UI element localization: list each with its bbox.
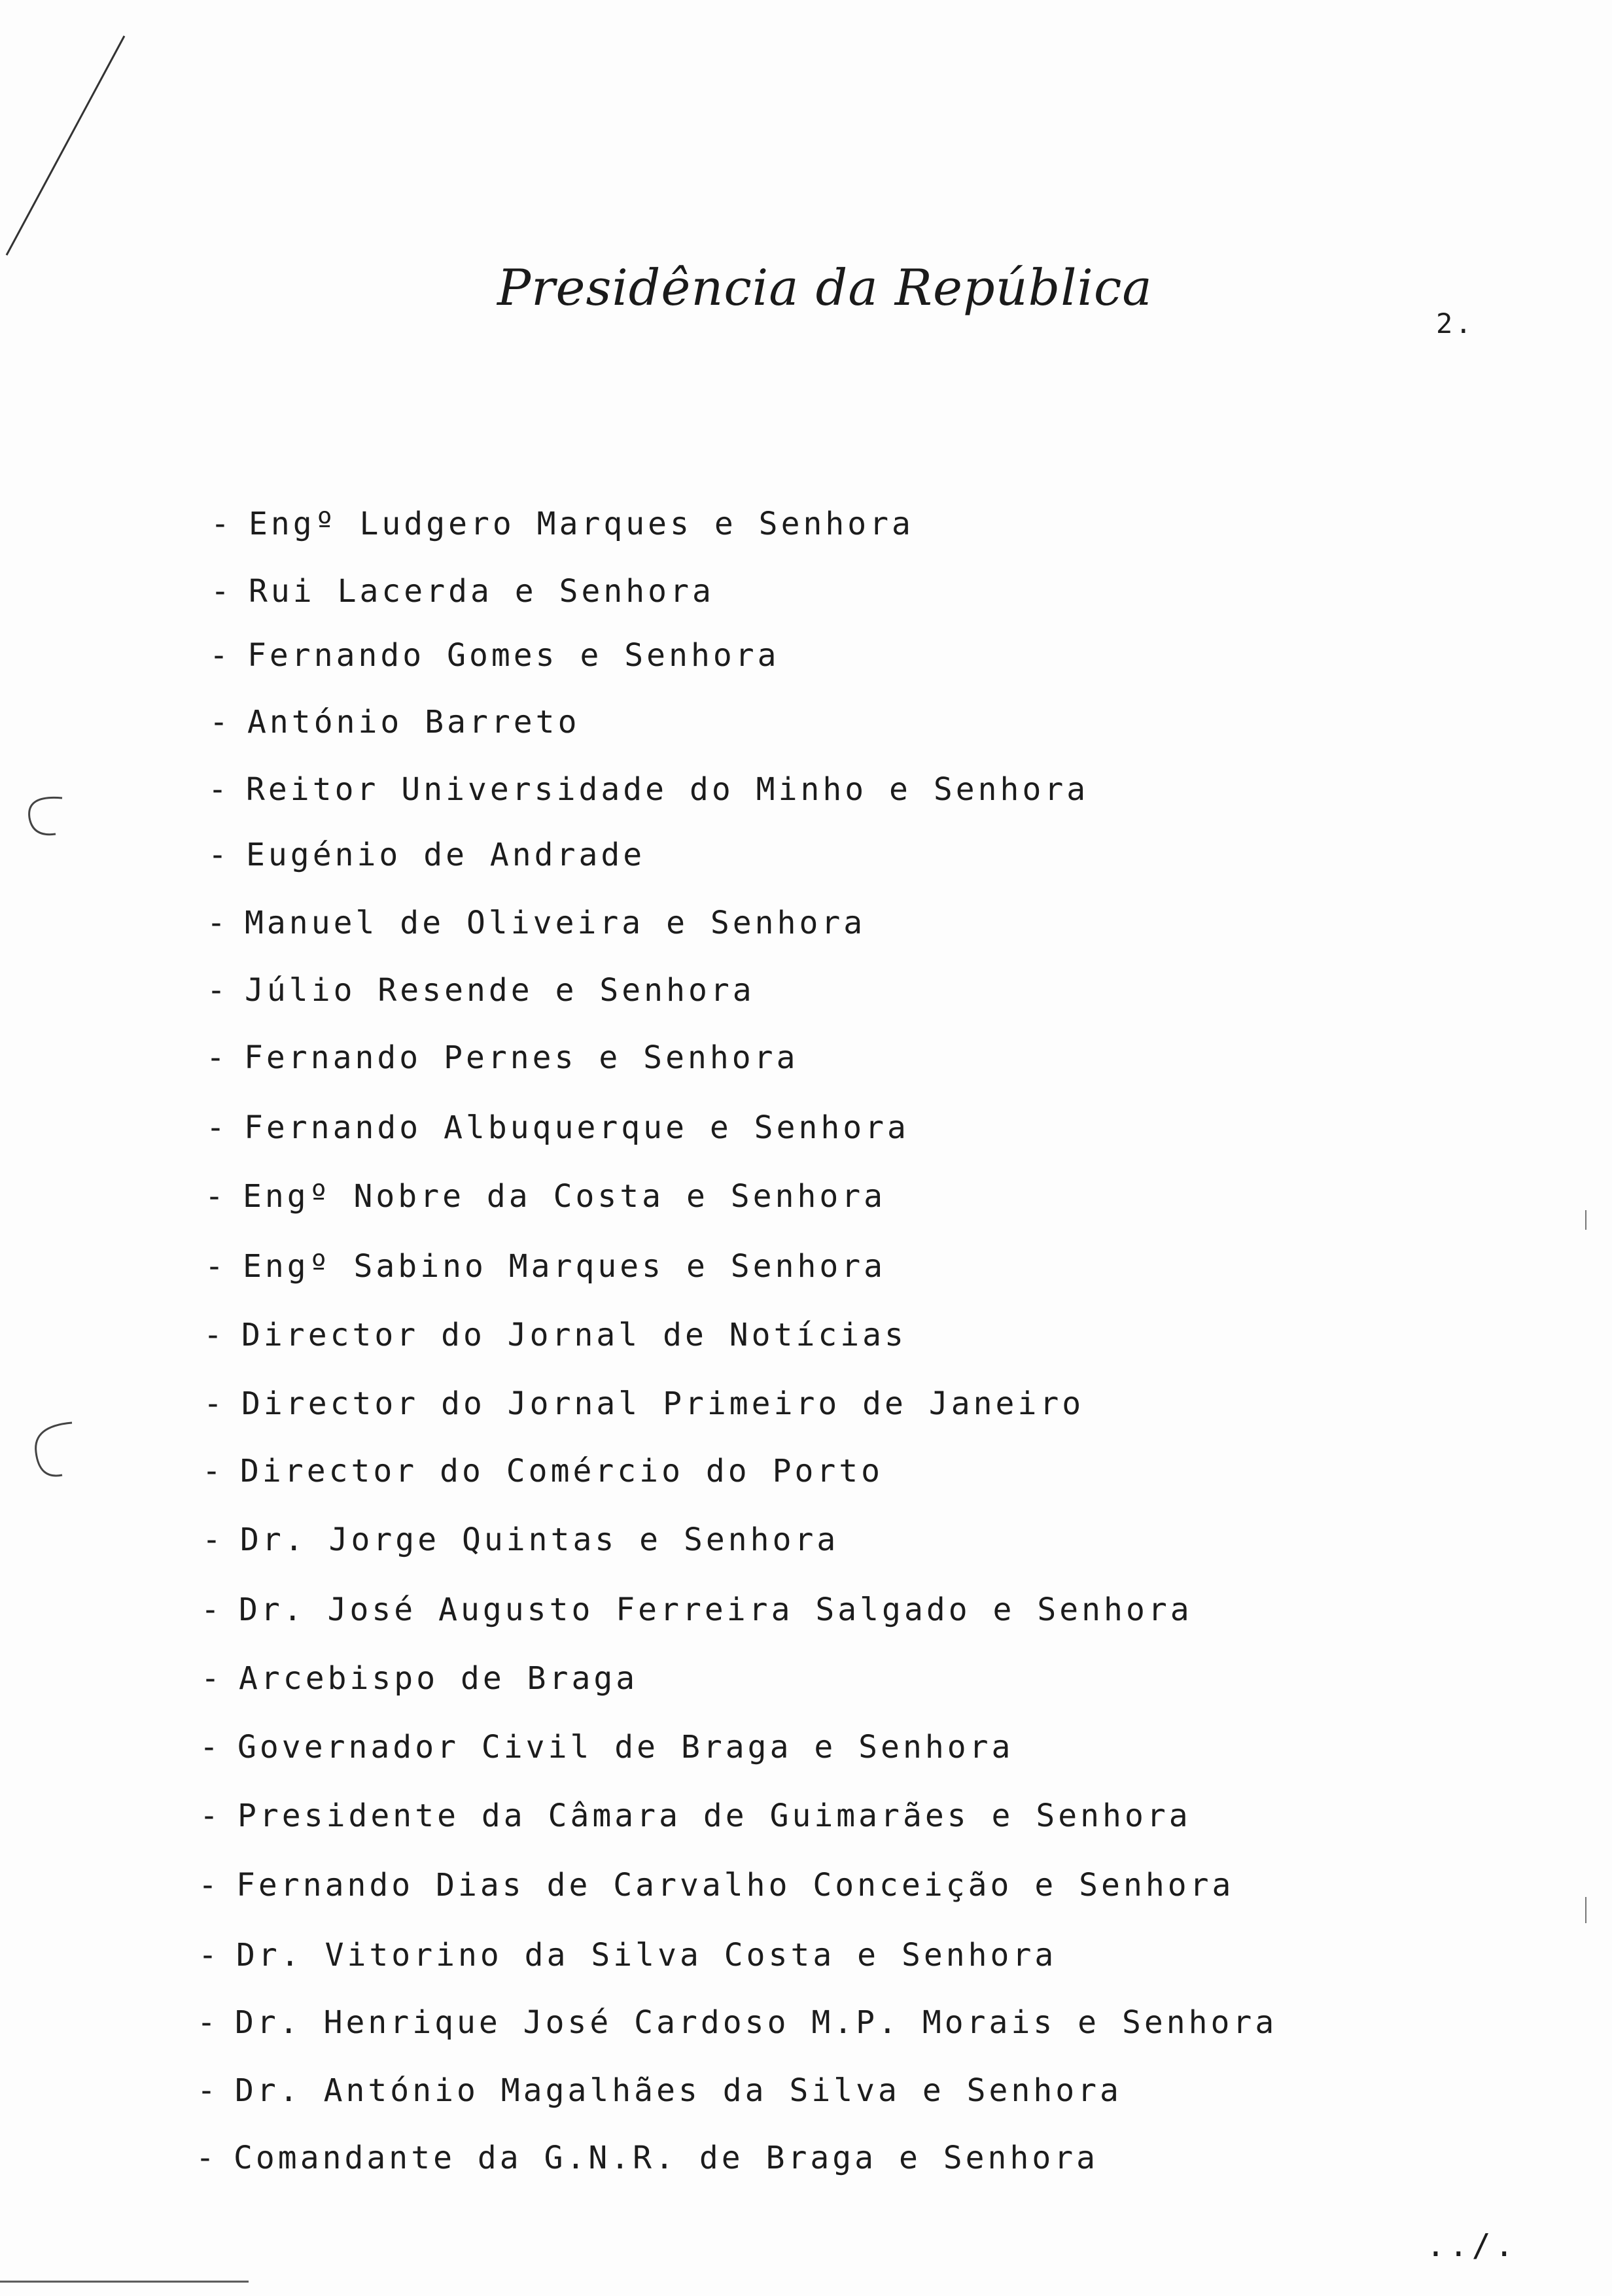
guest-item (207, 972, 755, 1009)
guest-item (200, 1731, 1013, 1763)
guest-item (203, 1385, 1085, 1422)
list-dash: - (209, 637, 232, 674)
guest-item (197, 2004, 1278, 2041)
guest-name: Arcebispo de Braga (239, 1660, 639, 1697)
guest-name: Dr. Jorge Quintas e Senhora (240, 1522, 839, 1558)
list-dash: - (197, 2004, 219, 2041)
list-dash: - (200, 1729, 222, 1765)
guest-item (196, 2142, 1098, 2174)
guest-name: Fernando Gomes e Senhora (247, 637, 780, 674)
guest-name: Director do Jornal Primeiro de Janeiro (241, 1385, 1085, 1422)
guest-item (209, 706, 580, 738)
guest-name: António Barreto (247, 704, 580, 740)
guest-item (200, 1800, 1191, 1832)
guest-name: Fernando Dias de Carvalho Conceição e Senhora (236, 1867, 1235, 1904)
guest-name: Júlio Resende e Senhora (245, 972, 755, 1009)
guest-name: Eugénio de Andrade (246, 837, 646, 873)
guest-name: Governador Civil de Braga e Senhora (237, 1729, 1014, 1765)
page-number: 2. (1436, 307, 1475, 339)
continuation-mark: ../. (1426, 2227, 1518, 2264)
guest-item (209, 637, 780, 674)
guest-name: Manuel de Oliveira e Senhora (245, 905, 866, 941)
list-dash: - (207, 972, 229, 1009)
list-dash: - (206, 1109, 228, 1146)
guest-item (207, 907, 866, 939)
guest-item (211, 573, 714, 610)
guest-name: Engº Ludgero Marques e Senhora (249, 506, 914, 542)
guest-name: Fernando Pernes e Senhora (244, 1039, 799, 1076)
list-dash: - (196, 2140, 218, 2176)
list-dash: - (205, 1248, 227, 1285)
letterhead-title: Presidência da República (497, 258, 1153, 317)
guest-item (198, 1867, 1235, 1904)
guest-name: Dr. José Augusto Ferreira Salgado e Senhora (239, 1592, 1193, 1628)
list-dash: - (203, 1317, 226, 1353)
guest-name: Comandante da G.N.R. de Braga e Senhora (234, 2140, 1099, 2176)
list-dash: - (203, 1385, 226, 1422)
list-dash: - (202, 1522, 224, 1558)
guest-name: Engº Nobre da Costa e Senhora (243, 1178, 886, 1215)
list-dash: - (205, 1178, 227, 1215)
guest-name: Director do Comércio do Porto (240, 1453, 884, 1489)
guest-name: Presidente da Câmara de Guimarães e Senhora (237, 1798, 1191, 1834)
guest-name: Dr. Vitorino da Silva Costa e Senhora (236, 1937, 1057, 1974)
list-dash: - (208, 771, 230, 808)
guest-item (198, 1937, 1057, 1974)
guest-item (202, 1524, 839, 1556)
list-dash: - (208, 837, 230, 873)
list-dash: - (211, 506, 233, 542)
guest-item (202, 1455, 883, 1487)
guest-name: Dr. Henrique José Cardoso M.P. Morais e Senhora (235, 2004, 1278, 2041)
list-dash: - (211, 573, 233, 610)
guest-item (205, 1248, 886, 1285)
guest-item (197, 2072, 1122, 2109)
guest-name: Rui Lacerda e Senhora (249, 573, 714, 610)
list-dash: - (200, 1798, 222, 1834)
guest-name: Fernando Albuquerque e Senhora (244, 1109, 909, 1146)
list-dash: - (209, 704, 232, 740)
guest-item (208, 839, 645, 871)
guest-item (206, 1109, 909, 1146)
guest-item (201, 1660, 639, 1697)
guest-item (206, 1039, 799, 1076)
guest-item (211, 508, 914, 540)
guest-name: Engº Sabino Marques e Senhora (243, 1248, 886, 1285)
guest-name: Reitor Universidade do Minho e Senhora (246, 771, 1089, 808)
guest-name: Dr. António Magalhães da Silva e Senhora (235, 2072, 1122, 2109)
list-dash: - (206, 1039, 228, 1076)
list-dash: - (201, 1592, 223, 1628)
list-dash: - (197, 2072, 219, 2109)
guest-item (201, 1594, 1193, 1626)
list-dash: - (202, 1453, 224, 1489)
guest-name: Director do Jornal de Notícias (241, 1317, 907, 1353)
guest-item (208, 771, 1089, 808)
guest-item (205, 1178, 886, 1215)
list-dash: - (207, 905, 229, 941)
list-dash: - (198, 1867, 220, 1904)
list-dash: - (201, 1660, 223, 1697)
list-dash: - (198, 1937, 220, 1974)
guest-item (203, 1319, 907, 1351)
